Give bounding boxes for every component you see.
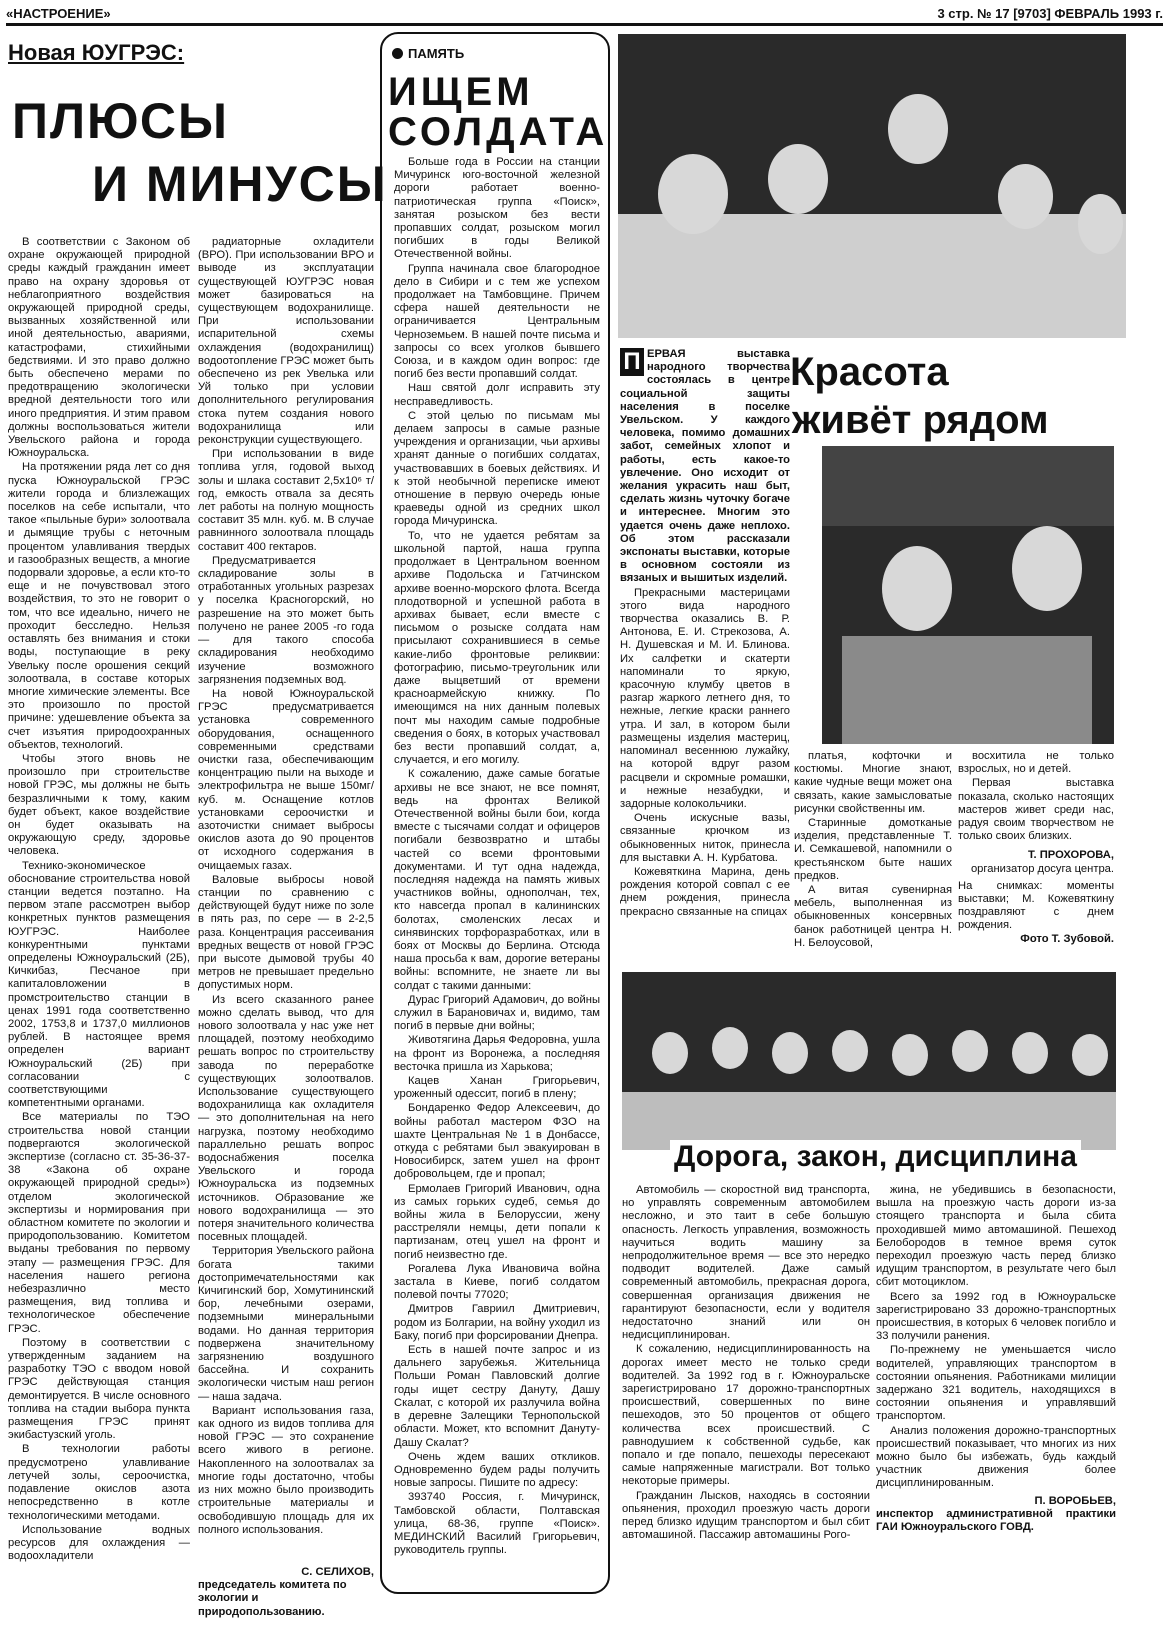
paragraph: Старинные домотканые изделия, представленные Т. И. Семкашевой, напомнили о крестьянском быте наших предков. bbox=[794, 817, 952, 882]
paragraph: Чтобы этого вновь не произошло при строительстве новой ГРЭС, мы должны не быть безразличными к тому, каким будет объект, какое воздействие он будет оказывать на окружающую среду, здоровье человека. bbox=[8, 752, 190, 858]
exhibition-photo-top bbox=[618, 34, 1126, 338]
paragraph: Валовые выбросы новой станции по сравнению с действующей будут ниже по золе в пять раз, по сере — в 2-2,5 раза. Концентрация рассеивания вредных веществ от новой ГРЭС при высоте дымовой трубы 40 метров не превышает предельно допустимых норм. bbox=[198, 873, 374, 992]
paragraph: По-прежнему не уменьшается число водителей, управляющих транспортом в состоянии опьянения. Работниками милиции задержано 321 водитель, находящихся в состоянии опьянения и управлявший транспортом. bbox=[876, 1344, 1116, 1423]
article4-author: П. ВОРОБЬЕВ, bbox=[1034, 1494, 1116, 1507]
paragraph: Кацев Ханан Григорьевич, уроженный одессит, погиб в плену; bbox=[394, 1075, 600, 1101]
paragraph: То, что не удается ребятам за школьной партой, наша группа продолжает в Центральном военном архиве Подольска и Гатчинском архиве военно-морского флота. Всегда плодотворной и успешной работа в архивах бывает, если вместе с письмом о розыске солдата нам присылают сохранившиеся в семье какие-либо фронтовые реликвии: фотографию, письмо-треугольник или даже выцветший от времени красноармейскую книжку. По имеющимся на них данным полевых почт мы находим самые подробные сведения о боях, в которых участвовал без вести пропавший солдат, а, случается, и его могилу. bbox=[394, 529, 600, 767]
paragraph: Прекрасными мастерицами этого вида народного творчества оказались В. Р. Антонова, Е. И. Стрекозова, А. Н. Душевская и М. И. Блинова. Их салфетки и скатерти напоминали то яркую, красочную клумбу цветов в разгар жаркого летнего дня, то нежные, легкие краски раннего утра. И зал, в котором были размещены изделия мастериц, напоминал весеннюю лужайку, на которой вдруг разом расцвели и скромные ромашки, и нежные незабудки, и задорные колокольчики. bbox=[620, 586, 790, 810]
exhibition-photo-middle bbox=[822, 446, 1114, 744]
paragraph: Использование водных ресурсов для охлаждения — водоохладители bbox=[8, 1523, 190, 1563]
paragraph: Есть в нашей почте запрос и из дальнего зарубежья. Жительница Польши Роман Павловский долгие годы ищет сестру Дануту, Дашу Скалат, с которой их разлучила война в деревне Залещики Тернопольской области. Может, кто вспомнит Дануту-Дашу Скалат? bbox=[394, 1344, 600, 1449]
paragraph: К сожалению, даже самые богатые архивы не все знают, не все помнят, ведь на фронтах Великой Отечественной войны были бои, когда вместе с тысячами солдат и офицеров погибали безвозвратно и штабы частей со всеми фронтовыми документами. И тут одна надежда, последняя надежда на память живых участников войны, однополчан, тех, кто навсегда пропал в калининских болотах, смоленских лесах и синявинских торфоразработках, или в боях от Москвы до Берлина. Отсюда наша просьба к вам, дорогие ветераны войны: вспомните, не знаете ли вы солдат с такими данными: bbox=[394, 768, 600, 992]
article4-column1 bbox=[622, 1184, 870, 1620]
paragraph: Анализ положения дорожно-транспортных происшествий показывает, что многих из них можно было бы избежать, будь каждый участник движения более дисциплинированным. bbox=[876, 1424, 1116, 1490]
paragraph: Технико-экономическое обоснование строительства новой станции ведется поэтапно. На первом этапе рассмотрен выбор конкретных пунктов размещения ЮУГРЭС. Наиболее конкурентными пунктами определены Южноуральский (2Б), Кичкибаз, Песчаное при капиталовложении в промстроительство станции в ценах 1991 года соответственно 2002, 1753,8 и 1737,0 миллионов рублей. В настоящее время определен вариант Южноуральский (2Б) при согласовании с соответствующими компетентными органами. bbox=[8, 859, 190, 1110]
article1-signature: С. СЕЛИХОВ, bbox=[301, 1566, 374, 1578]
paragraph: Ермолаев Григорий Иванович, одна из самых горьких судеб, семья до войны жила в Белоруссии, жену расстреляли немцы, дети попали к партизанам, отец ушел на фронт и погиб неизвестно где. bbox=[394, 1182, 600, 1261]
article2-rubric: ПАМЯТЬ bbox=[392, 46, 464, 61]
article3-photo-caption: На снимках: моменты выставки; М. Кожевяткину поздравляют с днем рождения. bbox=[958, 879, 1114, 932]
paragraph: восхитила не только взрослых, но и детей. bbox=[958, 750, 1114, 776]
article3-author: Т. ПРОХОРОВА, bbox=[1027, 849, 1114, 862]
drop-cap: П bbox=[620, 348, 644, 376]
paragraph: Дмитров Гавриил Дмитриевич, родом из Болгарии, на войну уходил из Баку, погиб при форсировании Днепра. bbox=[394, 1303, 600, 1342]
paragraph: Дурас Григорий Адамович, до войны служил в Барановичах и, видимо, там погиб в первые дни войны; bbox=[394, 993, 600, 1033]
paragraph: Бондаренко Федор Алексеевич, до войны работал мастером ФЗО на шахте Центральная № 1 в Донбассе, откуда с ребятами был эвакуирован в Новосибирск, затем ушел на фронт добровольцем, где и пропал; bbox=[394, 1102, 600, 1181]
article2-title: ИЩЕМ СОЛДАТА bbox=[388, 70, 609, 154]
article1-title-line2: И МИНУСЫ bbox=[92, 156, 388, 212]
paragraph: жина, не убедившись в безопасности, вышла на проезжую часть дороги из-за стоящего транспорта и была сбита проходившей мимо автомашиной. Пешеход Белобородов в темное время суток переходил проезжую часть перед близко идущим транспортом, в результате чего был сбит мотоциклом. bbox=[876, 1184, 1116, 1289]
paragraph: В соответствии с Законом об охране окружающей природной среды каждый гражданин имеет право на охрану здоровья от неблагоприятного воздействия окружающей природной среды, вызванных хозяйственной или иной деятельностью, авариями, катастрофами, стихийными бедствиями. И это право должно быть обеспечено мерами по предотвращению экологически вредной деятельности того или иного предприятия. И этим правом должны воспользоваться жители Увельского района и города Южноуральска. bbox=[8, 236, 190, 460]
paragraph: Рогалева Лука Ивановича война застала в Киеве, погиб солдатом полевой почты 77020; bbox=[394, 1262, 600, 1302]
article4-author-role: инспектор административной практики ГАИ Южноуральского ГОВД. bbox=[876, 1507, 1116, 1534]
paragraph: При использовании в виде топлива угля, годовой выход золы и шлака составит 2,5х10⁶ т/год, емкость отвала за десять лет работы на полную мощность составит 35 млн. куб. м. В случае равнинного золоотвала площадь составит 400 гектаров. bbox=[198, 448, 374, 553]
paragraph: В технологии работы предусмотрено улавливание летучей золы, сероочистка, подавление окислов азота непосредственно в котле технологическими методами. bbox=[8, 1443, 190, 1522]
paragraph: Группа начинала свое благородное дело в Сибири и с тем же успехом продолжает на Тамбовщине. Причем сфера нашей деятельности не ограничивается Центральным Черноземьем. В нашей почте письма и запросы со всех уголков бывшего Союза, и в каждом один вопрос: где погиб без вести пропавший солдат. bbox=[394, 262, 600, 381]
article3-column1 bbox=[620, 348, 790, 966]
paragraph: На новой Южноуральской ГРЭС предусматривается установка современного оборудования, оснащенного современными средствами очистки газа, обеспечивающим концентрацию пыли на выходе и электрофильтра не выше 150мг/куб. м. Оснащение котлов установками сероочистки и азоточистки снимает выбросы окислов азота до 90 процентов от исходного содержания в очищаемых газах. bbox=[198, 687, 374, 872]
paragraph: Очень искусные вазы, связанные крючком из обыкновенных ниток, принесла для выставки А. Н. Курбатова. bbox=[620, 812, 790, 864]
article1-signature-block bbox=[198, 1566, 374, 1622]
article4-column2 bbox=[876, 1184, 1116, 1620]
paragraph: платья, кофточки и костюмы. Многие знают, какие чудные вещи может она связать, какие замысловатые рисунки свойственны им. bbox=[794, 750, 952, 815]
section-name: «НАСТРОЕНИЕ» bbox=[6, 6, 111, 21]
paragraph: Животягина Дарья Федоровна, ушла на фронт из Воронежа, а последняя весточка пришла из Харькова; bbox=[394, 1034, 600, 1073]
paragraph: Наш святой долг исправить эту несправедливость. bbox=[394, 382, 600, 408]
paragraph: Из всего сказанного ранее можно сделать вывод, что для нового золоотвала у нас уже нет площадей, поэтому необходимо решать вопрос по строительству завода по переработке существующих золоотвалов. Использование существующего водохранилища как охладителя — это дополнительная на него нагрузка, поэтому необходимо параллельно решать вопрос водоснабжения поселка Увельского и города Южноуральска из подземных источников. Образование же нового водохранилища — это потеря значительного количества посевных площадей. bbox=[198, 993, 374, 1244]
article3-author-role: организатор досуга центра. bbox=[970, 862, 1114, 875]
paragraph: Всего за 1992 год в Южноуральске зарегистрировано 33 дорожно-транспортных происшествия, в которых 6 человек погибло и 33 получили ранения. bbox=[876, 1290, 1116, 1343]
article4-title: Дорога, закон, дисциплина bbox=[670, 1140, 1081, 1174]
article1-signature-role: председатель комитета по экологии и природопользованию. bbox=[198, 1579, 347, 1618]
paragraph: П ЕРВАЯ выставка народного творчества состоялась в центре социальной защиты населения в поселке Увельском. У каждого человека, помимо домашних забот, семейных хлопот и работы, есть какое-то увлечение. Оно исходит от желания украсить наш быт, сделать жизнь чуточку богаче и интереснее. Многим это удается очень даже неплохо. Об этом рассказали экспонаты выставки, которые в основном состояли из вязаных и вышитых изделий. bbox=[620, 348, 790, 585]
paragraph: Территория Увельского района богата такими достопримечательностями как Кичигинский бор, Хомутининский бор, лечебными озерами, подземными минеральными водами. Но данная территория подвержена значительному загрязнению воздушного бассейна. И сохранить экологически чистым наш регион — наша задача. bbox=[198, 1245, 374, 1403]
paragraph: Первая выставка показала, сколько настоящих мастеров живет среди нас, радуя своим творчеством не только своих близких. bbox=[958, 777, 1114, 843]
article1-title-line1: ПЛЮСЫ bbox=[12, 93, 229, 149]
paragraph: Все материалы по ТЭО строительства новой станции подвергаются экологической экспертизе (согласно ст. 35-36-37-38 «Закона об охране окружающей природной среды») отделом экологической экспертизы и нормирования при областном комитете по экологии и природопользованию. Комитетом выданы требования по первому этапу — размещения ГРЭС. Для населения нашего региона небезразлично место размещения, вид топлива и технологическое обеспечение ГРЭС. bbox=[8, 1111, 190, 1335]
paragraph: радиаторные охладители (ВРО). При использовании ВРО и выводе из эксплуатации существующей ЮУГРЭС новая может базироваться на существующем водохранилище. При использовании испарительной схемы охлаждения (водохранилищ) водоотопление ГРЭС может быть обеспечено из рек Увелька или Уй только при условии дополнительного регулирования стока путем создания нового водохранилища или реконструкции существующего. bbox=[198, 236, 374, 447]
paragraph: Гражданин Лысков, находясь в состоянии опьянения, проходил проезжую часть дороги перед близко идущим транспортом и был сбит автомашиной. Пассажир автомашины Рого- bbox=[622, 1489, 870, 1542]
paragraph: Больше года в России на станции Мичуринск юго-восточной железной дороги работает военно-патриотическая группа «Поиск», занятая розыском без вести пропавших солдат, розыском могил погибших в годы Великой Отечественной войны. bbox=[394, 156, 600, 261]
paragraph: Вариант использования газа, как одного из видов топлива для новой ГРЭС — это сохранение всего живого в регионе. Накопленного на золоотвалах за многие годы достаточно, чтобы из них можно было производить строительные материалы и освободившую площадь для их полного использования. bbox=[198, 1404, 374, 1536]
paragraph: Поэтому в соответствии с утвержденным заданием на разработку ТЭО с вводом новой ГРЭС действующая станция демонтируется. В числе основного топлива на стадии выбора пункта размещения ГРЭС принят экибастузский уголь. bbox=[8, 1336, 190, 1442]
bullet-icon bbox=[392, 48, 403, 59]
article2-body bbox=[394, 156, 600, 1586]
article1-kicker: Новая ЮУГРЭС: bbox=[8, 40, 185, 65]
article3-column2 bbox=[794, 750, 952, 966]
paragraph: На протяжении ряда лет со дня пуска Южноуральской ГРЭС жители города и близлежащих поселков на себе испытали, что такое «пыльные бури» золоотвала и дымящие трубы с неточным процентом улавливания твердых и газообразных веществ, а многие подорвали здоровье, а если кто-то еще и не почувствовал этого воздействия, то это не говорит о том, что все идеально, ничего не проходит бесследно. Нельзя оставлять без внимания и стоки воды, поступающие в реку Увельку после орошения секций золоотвала, в составе которых многие химические элементы. Все это произошло по простой причине: удешевление объекта за счет изъятия природоохранных объектов, технологий. bbox=[8, 461, 190, 751]
paragraph: С этой целью по письмам мы делаем запросы в самые разные учреждения и организации, чьи архивы хранят данные о погибших солдатах, участвовавших в боевых действиях. И к этой необычной переписке имеют отношение в первую очередь юные краеведы одной из средних школ города Мичуринска. bbox=[394, 409, 600, 528]
exhibition-group-photo bbox=[622, 972, 1116, 1150]
article3-column3 bbox=[958, 750, 1114, 966]
article1-column1 bbox=[8, 236, 190, 1616]
paragraph: Предусматривается складирование золы в отработанных угольных разрезах у поселка Красногорский, но разрешение на это может быть получено не ранее 2005 -го года — для такого способа складирования необходимо изучение возможного загрязнения подземных вод. bbox=[198, 554, 374, 686]
paragraph: К сожалению, недисциплинированность на дорогах имеет место не только среди водителей. За 1992 год в г. Южноуральске зарегистрировано 17 дорожно-транспортных происшествий, совершенных по вине пешеходов, это 50 процентов от общего количества всех происшествий. С равнодушием к собственной судьбе, как попало и где попало, пешеходы пересекают самые напряженные магистрали. Вот только некоторые примеры. bbox=[622, 1343, 870, 1488]
article3-title-line2: живёт рядом bbox=[792, 398, 1049, 442]
paragraph: Автомобиль — скоростной вид транспорта, но управлять современным автомобилем несложно, и это таит в себе большую опасность. Легкость управления, возможность научиться водить машину за непродолжительное время — все это нередко подводит водителей. Даже самый современный автомобиль, прекрасная дорога, совершенная организация движения не гарантируют безопасности, если у водителя недостаточно знаний или он недисциплинирован. bbox=[622, 1184, 870, 1342]
article3-photo-credit: Фото Т. Зубовой. bbox=[1020, 932, 1114, 945]
paragraph: А витая сувенирная мебель, выполненная из обыкновенных консервных банок работницей центра Н. Н. Белоусовой, bbox=[794, 884, 952, 949]
article3-title-line1: Красота bbox=[790, 350, 949, 394]
paragraph: Кожевяткина Марина, день рождения которой совпал с ее днем рождения, принесла прекрасно связанные на спицах bbox=[620, 865, 790, 918]
article1-column2 bbox=[198, 236, 374, 1562]
paragraph: Очень ждем ваших откликов. Одновременно будем рады получить новые запросы. Пишите по адресу: bbox=[394, 1450, 600, 1490]
newspaper-header bbox=[6, 4, 1163, 26]
issue-info: 3 стр. № 17 [9703] ФЕВРАЛЬ 1993 г. bbox=[937, 6, 1163, 21]
paragraph: 393740 Россия, г. Мичуринск, Тамбовской области, Полтавская улица, 68-36, группе «Поиск». МЕДИНСКИЙ Василий Григорьевич, руководитель группы. bbox=[394, 1491, 600, 1557]
